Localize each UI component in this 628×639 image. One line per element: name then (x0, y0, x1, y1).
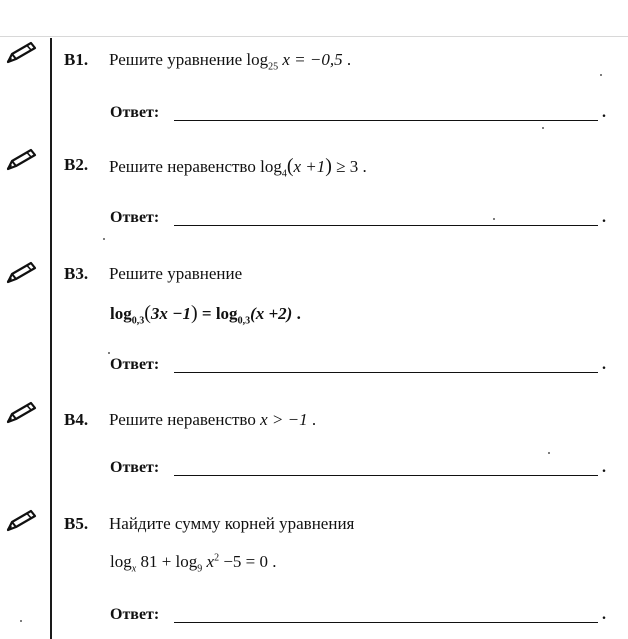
formula-exponent: 2 (214, 552, 220, 564)
task-number: B3. (64, 264, 89, 283)
task-number: B5. (64, 514, 89, 533)
scan-speck (493, 218, 495, 220)
formula (110, 302, 301, 326)
equals-sign: = (197, 304, 216, 323)
scan-speck (548, 452, 550, 454)
formula-end: . (307, 410, 317, 429)
answer-row (110, 459, 610, 479)
paren-open: ( (286, 155, 294, 177)
answer-end-dot: . (602, 606, 606, 623)
log-base: 4 (281, 168, 287, 180)
pencil-icon (4, 147, 38, 173)
answer-line[interactable] (174, 225, 598, 226)
formula-inner: 3x −1 (150, 304, 191, 323)
formula-var: x (202, 552, 215, 571)
answer-label: Ответ: (110, 209, 160, 226)
answer-end-dot: . (602, 356, 606, 373)
answer-line[interactable] (174, 372, 598, 373)
task-statement: Решите неравенство (109, 410, 256, 429)
pencil-icon (4, 508, 38, 534)
formula-term: 81 + (136, 552, 176, 571)
formula (260, 410, 316, 429)
task-number: B2. (64, 155, 89, 174)
task-text (109, 410, 316, 430)
log-func: log (110, 552, 132, 571)
answer-end-dot: . (602, 459, 606, 476)
margin-line (50, 38, 52, 639)
formula-rest: x = −0,5 (278, 50, 343, 69)
task-statement: Решите уравнение (109, 264, 243, 283)
log-func: log (246, 50, 269, 69)
task-statement: Решите уравнение (109, 50, 243, 69)
log-base: x (131, 563, 137, 575)
answer-label: Ответ: (110, 356, 160, 373)
log-func: log (260, 157, 282, 176)
answer-line[interactable] (174, 622, 598, 623)
answer-end-dot: . (602, 104, 606, 121)
scan-speck (108, 352, 110, 354)
answer-row (110, 104, 610, 124)
formula-expr: x > −1 (260, 410, 308, 429)
task-text (109, 50, 351, 72)
formula (246, 50, 352, 73)
scan-speck (542, 127, 544, 129)
task-statement: Найдите сумму корней уравнения (109, 514, 355, 533)
answer-end-dot: . (602, 209, 606, 226)
formula-rest: ≥ 3 (331, 157, 359, 176)
answer-row (110, 606, 610, 626)
paren-close: ) (190, 302, 198, 324)
paren-close: ) (325, 155, 332, 177)
task-b5 (64, 514, 628, 634)
formula-end: . (342, 50, 352, 69)
scan-speck (103, 238, 105, 240)
answer-line[interactable] (174, 120, 598, 121)
task-text (109, 155, 367, 179)
formula-end: . (358, 157, 367, 176)
task-b4 (64, 410, 628, 490)
answer-line[interactable] (174, 475, 598, 476)
scan-speck (600, 74, 602, 76)
answer-label: Ответ: (110, 104, 160, 121)
log-base: 0,3 (131, 315, 145, 327)
log-base: 9 (197, 563, 203, 575)
formula-end: . (268, 552, 277, 571)
top-rule (0, 36, 628, 37)
task-number: B4. (64, 410, 89, 429)
task-b2 (64, 155, 628, 235)
formula-end: . (292, 304, 301, 323)
pencil-icon (4, 260, 38, 286)
log-base: 25 (268, 61, 279, 73)
formula (260, 155, 367, 180)
answer-label: Ответ: (110, 606, 160, 623)
log-func: log (175, 552, 198, 571)
log-base: 0,3 (237, 315, 251, 327)
formula-rest: −5 = 0 (219, 552, 268, 571)
formula (110, 552, 277, 574)
answer-label: Ответ: (110, 459, 160, 476)
task-statement: Решите неравенство (109, 157, 256, 176)
pencil-icon (4, 40, 38, 66)
formula-inner: x +1 (293, 157, 326, 176)
scan-speck (20, 620, 22, 622)
log-func: log (110, 304, 132, 323)
answer-row (110, 356, 610, 376)
task-b1 (64, 50, 628, 130)
paren-open: ( (144, 302, 151, 324)
task-b3 (64, 264, 628, 384)
task-number: B1. (64, 50, 89, 69)
log-func: log (215, 304, 238, 323)
pencil-icon (4, 400, 38, 426)
formula-inner: (x +2) (250, 304, 293, 323)
answer-row (110, 209, 610, 229)
